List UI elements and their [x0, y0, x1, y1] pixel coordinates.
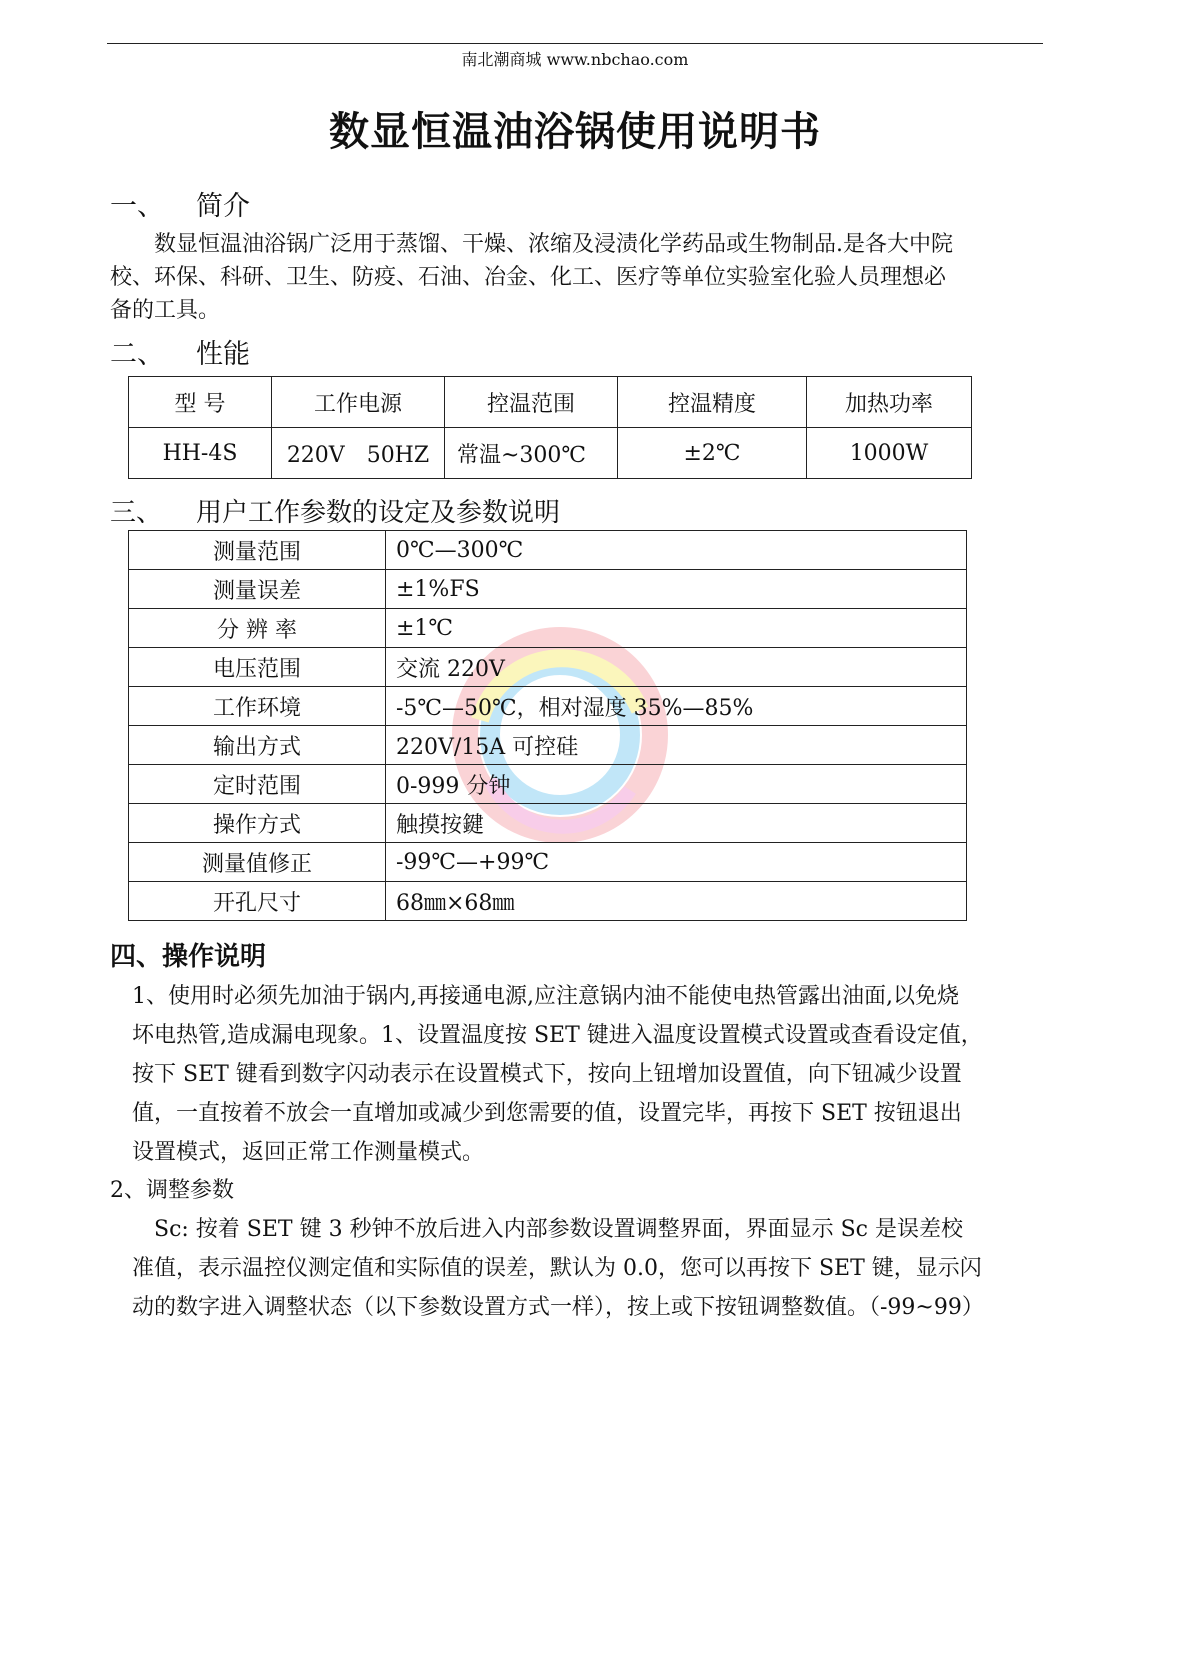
section-heading-4: 四、操作说明 [110, 942, 267, 972]
parameter-table [128, 530, 967, 921]
page-title: 数显恒温油浴锅使用说明书 [329, 108, 821, 155]
intro-paragraph: 数显恒温油浴锅广泛用于蒸馏、干燥、浓缩及浸渍化学药品或生物制品.是各大中院 校、环保、科研、卫生、防疫、石油、冶金、化工、医疗等单位实验室化验人员理想必 备的工具。 [110, 232, 953, 323]
header-rule [107, 43, 1043, 44]
subheading-adjust-params: 2、调整参数 [110, 1178, 234, 1203]
operation-step-2: Sc: 按着 SET 键 3 秒钟不放后进入内部参数设置调整界面，界面显示 Sc 是误差校 准值，表示温控仪测定值和实际值的误差，默认为 0.0，您可以再按下 SET 键，显示闪 动的数字进入调整状态（以下参数设置方式一样），按上或下按钮调整数值。（-99~99） [132, 1217, 984, 1320]
table-row: 分 辨 率 ±1℃ [129, 609, 967, 648]
table-row: 测量误差 ±1%FS [129, 570, 967, 609]
table-row: 工作环境 -5℃—50℃，相对湿度 35%—85% [129, 687, 967, 726]
section-heading-3: 三、 用户工作参数的设定及参数说明 [110, 498, 561, 528]
section-heading-1: 一、 简介 [110, 191, 250, 222]
table-row: 操作方式 触摸按鍵 [129, 804, 967, 843]
operation-step-1: 1、使用时必须先加油于锅内,再接通电源,应注意锅内油不能使电热管露出油面,以免烧 坏电热管,造成漏电现象。1、设置温度按 SET 键进入温度设置模式设置或查看设定值， 按下 SET 键看到数字闪动表示在设置模式下，按向上钮增加设置值，向下钮减少设置 值，一直按着不放会一直增加或减少到您需要的值，设置完毕，再按下 SET 按钮退出 设置模式，返回正常工作测量模式。 [132, 984, 983, 1165]
table-row: 测量范围 0℃—300℃ [129, 531, 967, 570]
spec-table [128, 376, 972, 479]
header-site: 南北潮商城 www.nbchao.com [461, 50, 689, 69]
table-row: 定时范围 0-999 分钟 [129, 765, 967, 804]
section-heading-2: 二、 性能 [110, 339, 250, 370]
table-row: 开孔尺寸 68㎜×68㎜ [129, 882, 967, 921]
table-row: 输出方式 220V/15A 可控硅 [129, 726, 967, 765]
table-row: HH-4S 220V 50HZ 常温~300℃ ±2℃ 1000W [129, 428, 972, 479]
table-row: 电压范围 交流 220V [129, 648, 967, 687]
table-row: 测量值修正 -99℃—+99℃ [129, 843, 967, 882]
table-header-row: 型 号 工作电源 控温范围 控温精度 加热功率 [129, 377, 972, 428]
